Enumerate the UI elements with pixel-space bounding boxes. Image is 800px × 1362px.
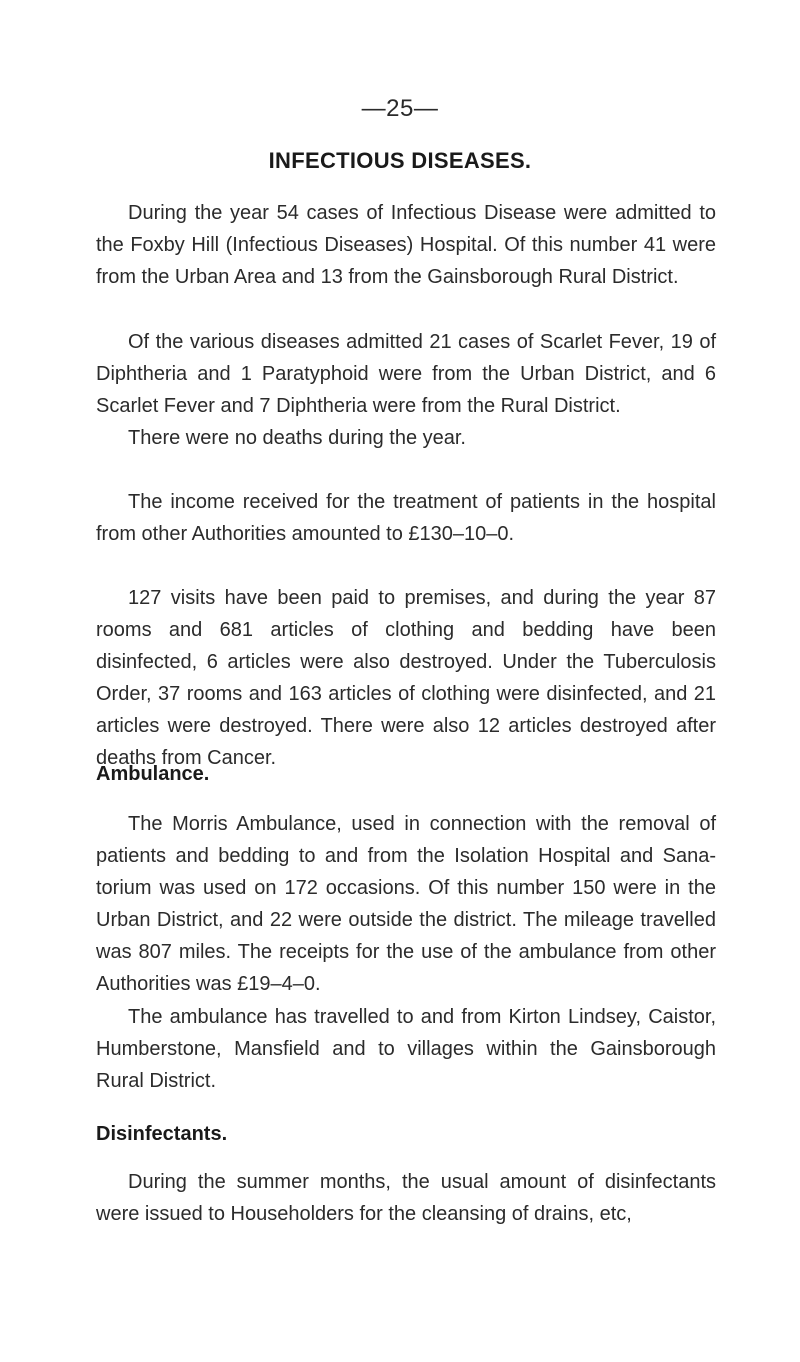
section-heading-ambulance: Ambulance. bbox=[96, 763, 210, 785]
paragraph-income: The income received for the treatment of patients in the hospital from other Authorities amounted to £130–10–0. bbox=[96, 491, 716, 545]
paragraph-disinfection-visits: 127 visits have been paid to premises, and during the year 87 rooms and 681 articles of clothing and bedding have been disinfected, 6 articles were also destroyed. Under the Tuberculosis Order, 37 rooms and 163 articles of clothing were disinfected, and 21 articles were destroyed. There were also 12 articles destroyed after deaths from Cancer. bbox=[96, 587, 716, 769]
paragraph-ambulance-usage: The Morris Ambulance, used in connection with the removal of patients and bedding to and from the Isolation Hospital and Sana-torium was used on 172 occasions. Of this number 150 were in the Urban District, and 22 were outside the district. The mileage travelled was 807 miles. The receipts for the use of the ambulance from other Authorities was £19–4–0. bbox=[96, 813, 716, 995]
page-title: INFECTIOUS DISEASES. bbox=[268, 148, 532, 173]
paragraph-ambulance-destinations: The ambulance has travelled to and from Kirton Lindsey, Caistor, Humberstone, Mansfield and to villages within the Gainsborough Rural District. bbox=[96, 1006, 716, 1092]
paragraph-no-deaths: There were no deaths during the year. bbox=[128, 427, 466, 449]
paragraph-admissions: During the year 54 cases of Infectious Disease were admitted to the Foxby Hill (Infectious Diseases) Hospital. Of this number 41 were from the Urban Area and 13 from the Gainsborough Rural District. bbox=[96, 202, 716, 288]
section-heading-disinfectants: Disinfectants. bbox=[96, 1123, 228, 1145]
page-number: —25— bbox=[361, 95, 439, 122]
paragraph-diseases-admitted: Of the various diseases admitted 21 cases of Scarlet Fever, 19 of Diphtheria and 1 Paratyphoid were from the Urban District, and 6 Scarlet Fever and 7 Diphtheria were from the Rural District. bbox=[96, 331, 716, 417]
paragraph-disinfectants: During the summer months, the usual amount of disinfectants were issued to Householders for the cleansing of drains, etc, bbox=[96, 1171, 716, 1225]
